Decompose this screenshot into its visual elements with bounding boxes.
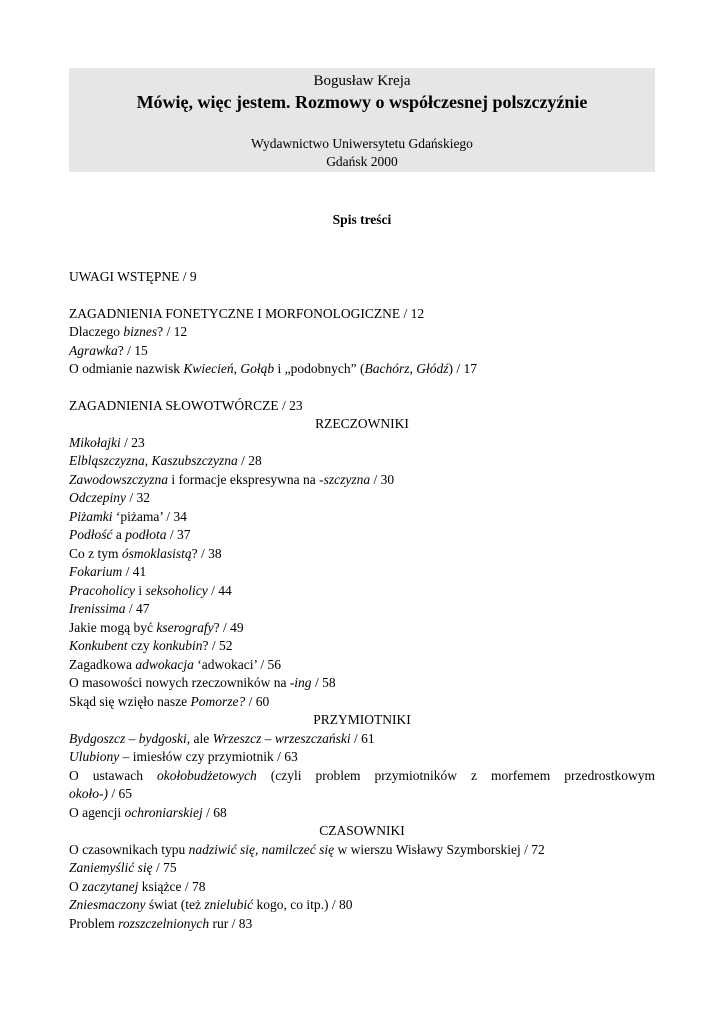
book-header <box>69 68 655 172</box>
toc-section: ZAGADNIENIA FONETYCZNE I MORFONOLOGICZNE / 12 <box>69 305 425 321</box>
publication-place-year: Gdańsk 2000 <box>326 154 398 169</box>
toc-entry: Zagadkowa adwokacja ‘adwokaci’ / 56 <box>69 656 281 672</box>
toc-entry: Elbląszczyzna, Kaszubszczyzna / 28 <box>69 453 262 468</box>
toc-entry: Jakie mogą być kserografy? / 49 <box>69 619 244 635</box>
toc-entry: Zniesmaczony świat (też znielubić kogo, co itp.) / 80 <box>69 897 353 912</box>
table-of-contents <box>69 268 655 933</box>
toc-entry: O ustawach okołobudżetowych (czyli problem przymiotników z morfemem przedrostkowym <box>69 767 655 783</box>
toc-entry: Irenissima / 47 <box>69 601 150 616</box>
toc-entry: Konkubent czy konkubin? / 52 <box>69 638 233 653</box>
toc-subsection: CZASOWNIKI <box>319 823 405 838</box>
toc-entry: Problem rozszczelnionych rur / 83 <box>69 915 253 931</box>
toc-entry: Odczepiny / 32 <box>69 490 150 505</box>
book-title: Mówię, więc jestem. Rozmowy o współczesnej polszczyźnie <box>136 92 588 112</box>
toc-entry: O czasownikach typu nadziwić się, namilczeć się w wierszu Wisławy Szymborskiej / 72 <box>69 841 545 857</box>
toc-entry: Zawodowszczyzna i formacje ekspresywna na -szczyzna / 30 <box>69 471 395 487</box>
toc-entry: O zaczytanej książce / 78 <box>69 878 206 894</box>
toc-heading: Spis treści <box>332 212 392 227</box>
toc-entry: Piżamki ‘piżama’ / 34 <box>69 508 187 524</box>
toc-entry: Skąd się wzięło nasze Pomorze? / 60 <box>69 693 270 709</box>
toc-entry: Dlaczego biznes? / 12 <box>69 324 188 339</box>
toc-entry: Pracoholicy i seksoholicy / 44 <box>69 582 232 598</box>
toc-entry-continuation: około-) / 65 <box>69 786 132 801</box>
author-name: Bogusław Kreja <box>313 73 411 89</box>
toc-entry: O masowości nowych rzeczowników na -ing / 58 <box>69 675 336 690</box>
toc-section: UWAGI WSTĘPNE / 9 <box>69 269 197 284</box>
toc-entry: Zaniemyślić się / 75 <box>69 860 177 875</box>
toc-entry: O odmianie nazwisk Kwiecień, Gołąb i „podobnych” (Bachórz, Głódź) / 17 <box>69 361 477 376</box>
toc-entry: Ulubiony – imiesłów czy przymiotnik / 63 <box>69 749 298 764</box>
publisher: Wydawnictwo Uniwersytetu Gdańskiego <box>251 136 473 151</box>
toc-entry: Bydgoszcz – bydgoski, ale Wrzeszcz – wrzeszczański / 61 <box>69 730 375 746</box>
toc-section: ZAGADNIENIA SŁOWOTWÓRCZE / 23 <box>69 397 303 413</box>
toc-entry: Mikołajki / 23 <box>69 434 145 450</box>
toc-entry: O agencji ochroniarskiej / 68 <box>69 804 227 820</box>
toc-entry: Fokarium / 41 <box>69 564 147 579</box>
toc-entry: Co z tym ósmoklasistą? / 38 <box>69 545 222 561</box>
toc-entry: Agrawka? / 15 <box>69 342 148 358</box>
toc-subsection: PRZYMIOTNIKI <box>313 712 411 727</box>
toc-entry: Podłość a podłota / 37 <box>69 527 191 542</box>
toc-subsection: RZECZOWNIKI <box>315 416 409 431</box>
